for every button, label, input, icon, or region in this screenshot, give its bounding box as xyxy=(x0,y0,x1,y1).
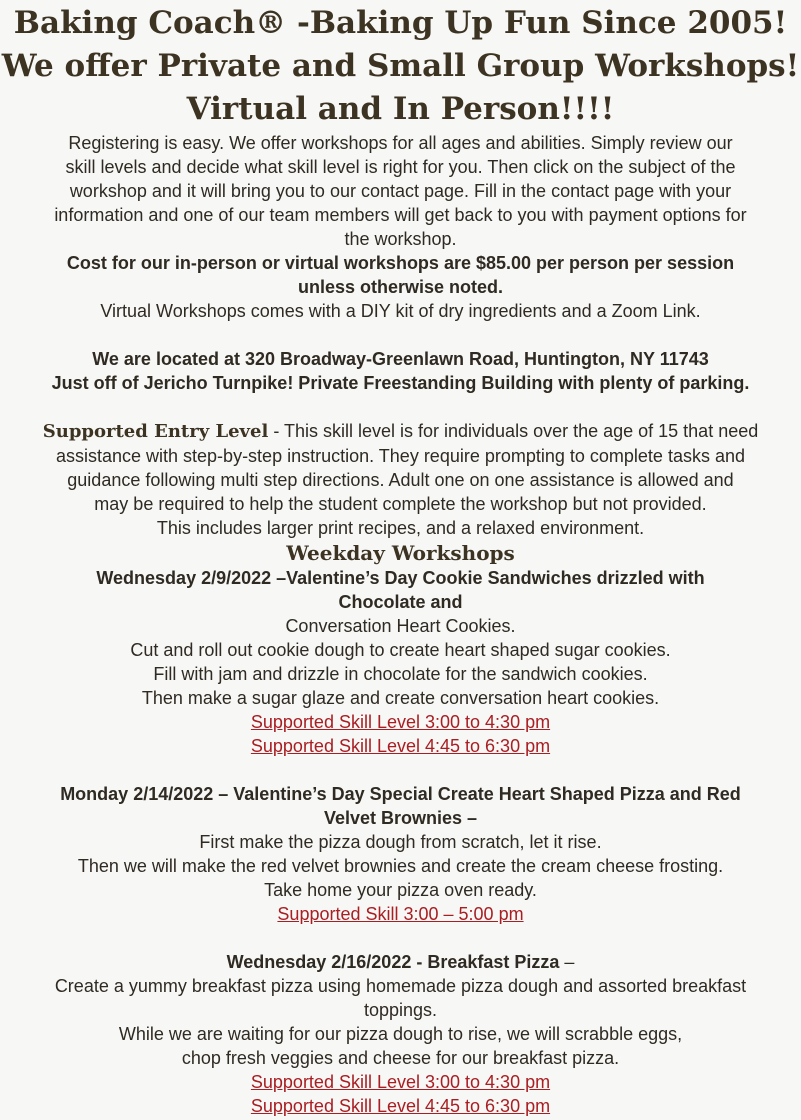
intro-line: Registering is easy. We offer workshops for all ages and abilities. Simply review our xyxy=(68,133,733,153)
skill-level-text: This includes larger print recipes, and a relaxed environment. xyxy=(156,518,645,538)
skill-level-name: Supported Entry Level xyxy=(42,421,269,442)
intro-line: workshop and it will bring you to our contact page. Fill in the contact page with your xyxy=(69,181,732,201)
workshop-title: Monday 2/14/2022 – Valentine’s Day Special Create Heart Shaped Pizza and Red xyxy=(60,784,741,804)
workshop-title: Velvet Brownies – xyxy=(323,808,478,828)
workshop-desc: Cut and roll out cookie dough to create heart shaped sugar cookies. xyxy=(130,640,671,660)
workshop-desc: Conversation Heart Cookies. xyxy=(285,616,516,636)
workshop-desc: chop fresh veggies and cheese for our breakfast pizza. xyxy=(181,1048,620,1068)
workshop-3 xyxy=(0,950,801,1118)
register-link[interactable]: Supported Skill Level 4:45 to 6:30 pm xyxy=(250,1096,551,1116)
page-title-line-3: Virtual and In Person!!!! xyxy=(186,91,615,127)
virtual-note: Virtual Workshops comes with a DIY kit of dry ingredients and a Zoom Link. xyxy=(100,301,701,321)
cost-note: Cost for our in-person or virtual workshops are $85.00 per person per session xyxy=(66,253,735,273)
workshop-title: Chocolate and xyxy=(338,592,463,612)
cost-note: unless otherwise noted. xyxy=(297,277,504,297)
register-link[interactable]: Supported Skill Level 4:45 to 6:30 pm xyxy=(250,736,551,756)
workshop-desc: First make the pizza dough from scratch, let it rise. xyxy=(199,832,602,852)
workshop-title: Wednesday 2/16/2022 - Breakfast Pizza xyxy=(226,952,560,972)
workshop-desc: Create a yummy breakfast pizza using homemade pizza dough and assorted breakfast xyxy=(54,976,747,996)
location-address: We are located at 320 Broadway-Greenlawn Road, Huntington, NY 11743 xyxy=(92,349,709,369)
page-title-line-1: Baking Coach® -Baking Up Fun Since 2005! xyxy=(13,5,788,41)
register-link[interactable]: Supported Skill 3:00 – 5:00 pm xyxy=(277,904,524,924)
workshop-title-suffix: – xyxy=(559,952,575,972)
register-link[interactable]: Supported Skill Level 3:00 to 4:30 pm xyxy=(250,1072,551,1092)
skill-level-text: - This skill level is for individuals over the age of 15 that need xyxy=(268,421,759,441)
workshop-desc: Fill with jam and drizzle in chocolate for the sandwich cookies. xyxy=(153,664,648,684)
workshop-1 xyxy=(0,566,801,758)
location-directions: Just off of Jericho Turnpike! Private Freestanding Building with plenty of parking. xyxy=(51,373,750,393)
intro-line: information and one of our team members will get back to you with payment options for xyxy=(54,205,747,225)
workshop-desc: Then we will make the red velvet brownies and create the cream cheese frosting. xyxy=(77,856,724,876)
workshop-desc: Take home your pizza oven ready. xyxy=(264,880,537,900)
skill-level-text: guidance following multi step directions. Adult one on one assistance is allowed and xyxy=(67,470,734,490)
intro-line: skill levels and decide what skill level is right for you. Then click on the subject of the xyxy=(65,157,736,177)
register-link[interactable]: Supported Skill Level 3:00 to 4:30 pm xyxy=(250,712,551,732)
intro-paragraph xyxy=(0,131,801,251)
workshop-desc: toppings. xyxy=(363,1000,438,1020)
intro-line: the workshop. xyxy=(344,229,457,249)
skill-level-text: assistance with step-by-step instruction. They require prompting to complete tasks and xyxy=(55,446,745,466)
workshop-title: Wednesday 2/9/2022 –Valentine’s Day Cookie Sandwiches drizzled with xyxy=(96,568,705,588)
workshop-desc: Then make a sugar glaze and create conversation heart cookies. xyxy=(141,688,660,708)
skill-level-description xyxy=(0,419,801,540)
workshop-desc: While we are waiting for our pizza dough to rise, we will scrabble eggs, xyxy=(118,1024,683,1044)
section-title-weekday: Weekday Workshops xyxy=(286,541,515,565)
workshop-2 xyxy=(0,782,801,926)
page-title-line-2: We offer Private and Small Group Workshops! xyxy=(1,48,800,84)
skill-level-text: may be required to help the student complete the workshop but not provided. xyxy=(94,494,707,514)
